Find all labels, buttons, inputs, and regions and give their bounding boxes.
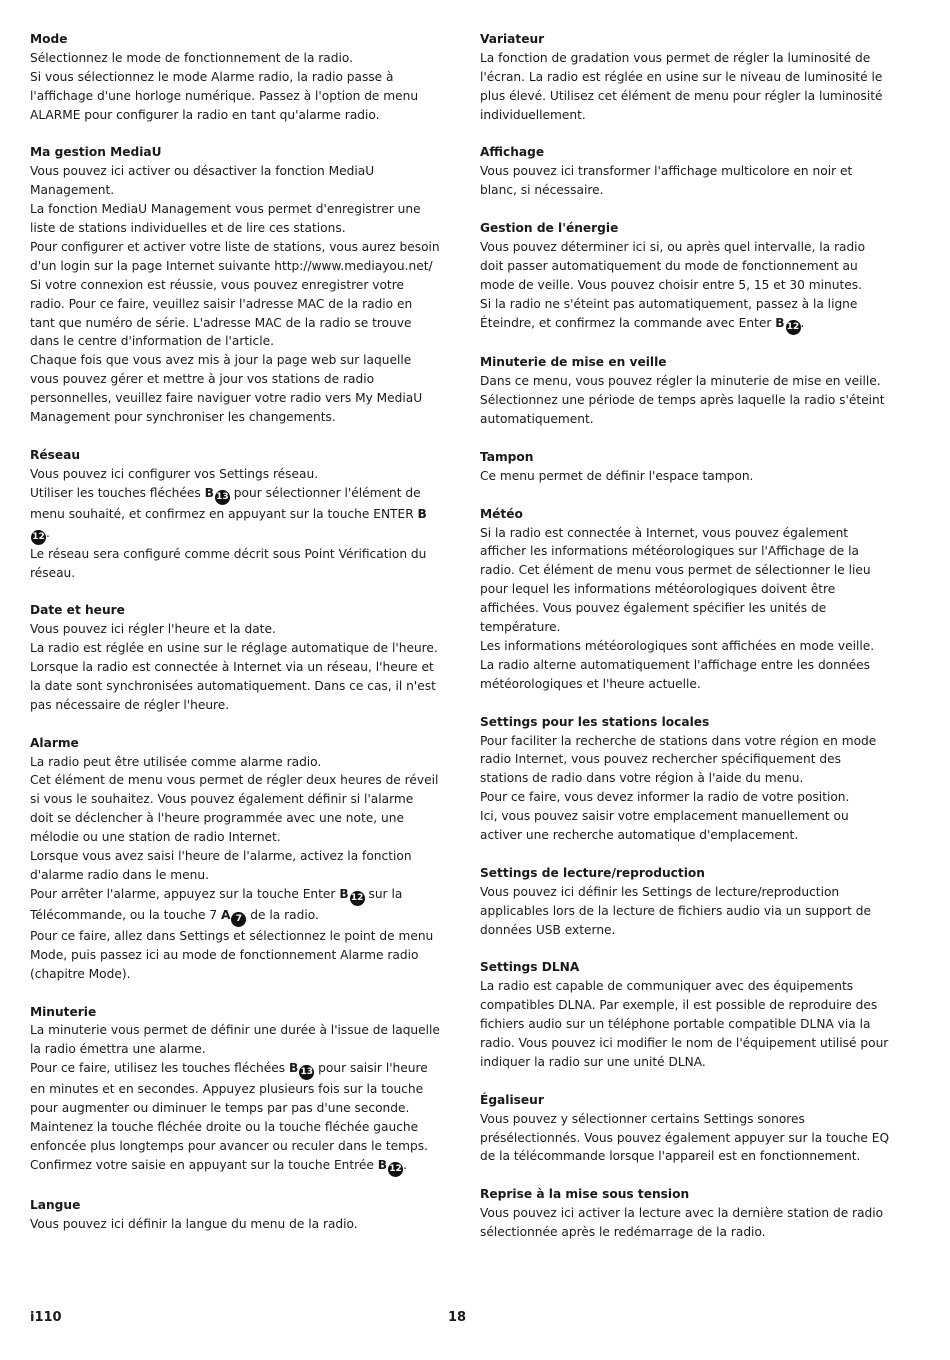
paragraph: Cet élément de menu vous permet de régler deux heures de réveil si vous le souhaitez. Vous pouvez également définir si l'alarme doit se déclencher à l'heure programmée avec une note, une mélodie ou une station de radio Internet. <box>30 773 439 845</box>
section-variateur <box>480 30 890 125</box>
section-affichage <box>480 143 890 200</box>
paragraph: Vous pouvez ici transformer l'affichage multicolore en noir et blanc, si nécessaire. <box>480 164 853 198</box>
section-title: Settings pour les stations locales <box>480 714 710 729</box>
paragraph: Si la radio est connectée à Internet, vous pouvez également afficher les informations météorologiques sur l'Affichage de la radio. Cet élément de menu vous permet de sélectionner le lieu pour lequel les informations météorologiques doivent être affichées. Vous pouvez également spécifier les unités de température. <box>480 525 871 635</box>
section-title: Reprise à la mise sous tension <box>480 1187 690 1202</box>
paragraph: Les informations météorologiques sont affichées en mode veille. <box>480 639 875 654</box>
reference-letter: B <box>204 485 214 500</box>
section-reprise <box>480 1185 890 1242</box>
section-title: Langue <box>30 1197 81 1212</box>
paragraph: La radio alterne automatiquement l'affichage entre les données météorologiques et l'heure actuelle. <box>480 657 870 691</box>
text-run: sur la Télécommande, ou la touche 7 <box>30 886 403 922</box>
section-mode <box>30 30 440 125</box>
section-veille <box>480 353 890 429</box>
text-run: de la radio. <box>246 907 319 922</box>
paragraph: Pour configurer et activer votre liste de stations, vous aurez besoin d'un login sur la page Internet suivante http://www.mediayou.net/ <box>30 239 440 273</box>
paragraph: Pour faciliter la recherche de stations dans votre région en mode radio Internet, vous pouvez rechercher spécifiquement des stations de radio dans votre région à l'aide du menu. <box>480 733 877 786</box>
text-run: pour saisir l'heure en minutes et en secondes. Appuyez plusieurs fois sur la touche pour augmenter ou diminuer le temps par pas d'une seconde. Maintenez la touche fléchée droite ou la touche fléchée gauche enfoncée plus longtemps pour avancer ou reculer dans le temps. <box>30 1061 429 1153</box>
section-title: Minuterie <box>30 1004 97 1019</box>
left-column <box>30 30 440 1252</box>
paragraph: La radio est capable de communiquer avec des équipements compatibles DLNA. Par exemple, il est possible de reproduire des fichiers audio sur un téléphone portable compatible DLNA via la radio. Vous pouvez ici modifier le nom de l'équipement utilisé pour indiquer la radio sur une unité DLNA. <box>480 979 889 1069</box>
paragraph: Vous pouvez ici configurer vos Settings réseau. <box>30 466 319 481</box>
paragraph: La minuterie vous permet de définir une durée à l'issue de laquelle la radio émettra une alarme. <box>30 1023 440 1057</box>
section-title: Gestion de l'énergie <box>480 221 619 236</box>
section-title: Minuterie de mise en veille <box>480 355 667 370</box>
paragraph: Vous pouvez ici définir les Settings de lecture/reproduction applicables lors de la lecture de fichiers audio via un support de données USB externe. <box>480 884 871 937</box>
section-stations-locales <box>480 713 890 845</box>
text-run: pour sélectionner l'élément de menu souhaité, et confirmez en appuyant sur la touche ENTER <box>30 485 421 521</box>
reference-letter: B <box>339 886 349 901</box>
section-title: Ma gestion MediaU <box>30 145 162 160</box>
text-run: Utiliser les touches fléchées <box>30 485 205 500</box>
paragraph: Ce menu permet de définir l'espace tampon. <box>480 468 754 483</box>
section-reseau <box>30 446 440 583</box>
section-title: Égaliseur <box>480 1092 544 1107</box>
paragraph: Lorsque vous avez saisi l'heure de l'alarme, activez la fonction d'alarme radio dans le menu. <box>30 849 412 882</box>
paragraph: La radio est réglée en usine sur le réglage automatique de l'heure. Lorsque la radio est connectée à Internet via un réseau, l'heure et la date sont synchronisées automatiquement. Dans ce cas, il n'est pas nécessaire de régler l'heure. <box>30 641 438 712</box>
text-run: . <box>403 1157 407 1172</box>
paragraph: Dans ce menu, vous pouvez régler la minuterie de mise en veille. Sélectionnez une période de temps après laquelle la radio s'éteint automatiquement. <box>480 374 885 427</box>
paragraph: Si votre connexion est réussie, vous pouvez enregistrer votre radio. Pour ce faire, veuillez saisir l'adresse MAC de la radio en tant que numéro de série. L'adresse MAC de la radio se trouve dans le centre d'information de l'article. <box>30 277 413 349</box>
section-energie <box>480 219 890 335</box>
text-run: . <box>46 525 50 540</box>
section-alarme <box>30 734 440 984</box>
paragraph <box>480 295 890 335</box>
paragraph: Ici, vous pouvez saisir votre emplacement manuellement ou activer une recherche automatique d'emplacement. <box>480 809 849 843</box>
reference-letter: B <box>775 315 785 330</box>
text-run: Pour arrêter l'alarme, appuyez sur la touche Enter <box>30 886 340 901</box>
text-run: Confirmez votre saisie en appuyant sur la touche Entrée <box>30 1157 378 1172</box>
section-tampon <box>480 448 890 486</box>
paragraph: Pour ce faire, vous devez informer la radio de votre position. <box>480 790 850 805</box>
section-langue <box>30 1196 440 1234</box>
section-title: Settings de lecture/reproduction <box>480 865 705 880</box>
section-title: Affichage <box>480 145 545 160</box>
section-lecture <box>480 864 890 940</box>
section-title: Alarme <box>30 735 79 750</box>
right-column <box>480 30 890 1261</box>
footer-page-number: 18 <box>448 1310 467 1325</box>
section-meteo <box>480 505 890 694</box>
reference-number-badge: 7 <box>231 912 246 927</box>
reference-letter: B <box>377 1157 388 1172</box>
reference-number-badge: 12 <box>786 320 801 335</box>
paragraph: Vous pouvez ici régler l'heure et la date. <box>30 622 276 637</box>
paragraph: Vous pouvez déterminer ici si, ou après quel intervalle, la radio doit passer automatiquement du mode de fonctionnement au mode de veille. Vous pouvez choisir entre 5, 15 et 30 minutes. <box>480 239 866 292</box>
footer-model-name: i110 <box>30 1310 62 1325</box>
section-title: Réseau <box>30 447 81 462</box>
text-run: Pour ce faire, utilisez les touches fléchées <box>30 1061 290 1076</box>
text-run: Si la radio ne s'éteint pas automatiquement, passez à la ligne Éteindre, et confirmez la commande avec Enter <box>480 296 858 330</box>
paragraph: Vous pouvez y sélectionner certains Settings sonores présélectionnés. Vous pouvez également appuyer sur la touche EQ de la télécommande lorsque l'appareil est en fonctionnement. <box>480 1111 890 1164</box>
paragraph: Le réseau sera configuré comme décrit sous Point Vérification du réseau. <box>30 546 427 580</box>
section-title: Météo <box>480 506 523 521</box>
paragraph: Vous pouvez ici activer ou désactiver la fonction MediaU Management. <box>30 164 375 198</box>
reference-number-badge: 12 <box>31 530 46 545</box>
paragraph: Si vous sélectionnez le mode Alarme radio, la radio passe à l'affichage d'une horloge numérique. Passez à l'option de menu ALARME pour configurer la radio en tant qu'alarme radio. <box>30 69 419 122</box>
paragraph: Vous pouvez ici définir la langue du menu de la radio. <box>30 1216 358 1231</box>
paragraph: Sélectionnez le mode de fonctionnement de la radio. <box>30 50 354 65</box>
paragraph <box>30 1156 440 1177</box>
paragraph: La fonction de gradation vous permet de régler la luminosité de l'écran. La radio est réglée en usine sur le niveau de luminosité le plus élevé. Utilisez cet élément de menu pour régler la luminosité individuellement. <box>480 50 883 122</box>
reference-letter: A <box>221 907 231 922</box>
paragraph: Pour ce faire, allez dans Settings et sélectionnez le point de menu Mode, puis passez ici au mode de fonctionnement Alarme radio (chapitre Mode). <box>30 928 434 981</box>
reference-number-badge: 13 <box>215 490 230 505</box>
section-mediau <box>30 143 440 427</box>
reference-number-badge: 13 <box>299 1065 314 1080</box>
reference-number-badge: 12 <box>388 1162 403 1177</box>
paragraph: Vous pouvez ici activer la lecture avec la dernière station de radio sélectionnée après le redémarrage de la radio. <box>480 1206 884 1240</box>
section-title: Mode <box>30 32 68 46</box>
paragraph: La radio peut être utilisée comme alarme radio. <box>30 754 322 769</box>
section-egaliseur <box>480 1091 890 1167</box>
section-minuterie <box>30 1003 440 1177</box>
paragraph <box>30 484 440 545</box>
paragraph <box>30 1059 440 1156</box>
paragraph: La fonction MediaU Management vous permet d'enregistrer une liste de stations individuelles et de lire ces stations. <box>30 202 421 236</box>
section-title: Tampon <box>480 449 534 464</box>
section-title: Variateur <box>480 32 545 46</box>
reference-letter: B <box>417 506 427 521</box>
section-dlna <box>480 958 890 1071</box>
paragraph <box>30 885 440 927</box>
text-run: . <box>800 315 805 330</box>
reference-letter: B <box>289 1061 299 1076</box>
section-title: Settings DLNA <box>480 960 580 975</box>
paragraph: Chaque fois que vous avez mis à jour la page web sur laquelle vous pouvez gérer et mettre à jour vos stations de radio personnelles, veuillez faire naviguer votre radio vers My MediaU Management pour synchroniser les changements. <box>30 353 423 425</box>
section-title: Date et heure <box>30 603 125 618</box>
section-date <box>30 601 440 714</box>
reference-number-badge: 12 <box>350 891 365 906</box>
